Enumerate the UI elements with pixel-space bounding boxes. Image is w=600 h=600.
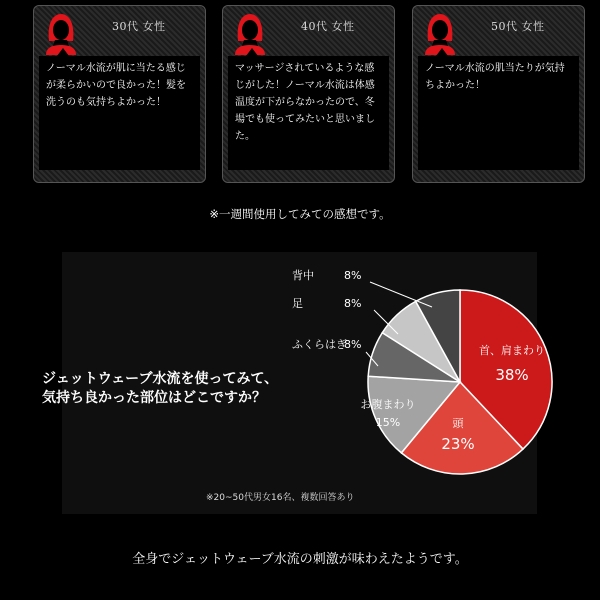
card-age-label: 50代 女性	[491, 20, 545, 33]
slice-value: 8%	[344, 338, 362, 351]
question-line-1: ジェットウェーブ水流を使ってみて、	[42, 371, 279, 387]
slice-label: 首、肩まわり	[479, 344, 545, 357]
footer-summary: 全身でジェットウェーブ水流の刺激が味わえたようです。	[132, 552, 468, 567]
slice-label: 足	[292, 297, 303, 310]
leader-line	[370, 282, 432, 307]
card-comment: ノーマル水流の肌当たりが気持ちよかった！	[418, 56, 579, 170]
card-comment: ノーマル水流が肌に当たる感じが柔らかいので良かった！髪を洗うのも気持ちよかった！	[39, 56, 200, 170]
survey-note: ※一週間使用してみての感想です。	[209, 207, 391, 221]
slice-value: 8%	[344, 269, 362, 282]
respondents-note: ※20~50代男女16名、複数回答あり	[206, 493, 355, 503]
slice-value: 15%	[375, 416, 401, 429]
slice-label: 背中	[292, 269, 314, 282]
question-line-2: 気持ち良かった部位はどこですか？	[42, 390, 266, 406]
card-age-label: 30代 女性	[112, 20, 166, 33]
slice-label: お腹まわり	[360, 398, 416, 411]
slice-label: 頭	[452, 417, 464, 430]
card-comment: マッサージされているような感じがした！ノーマル水流は体感温度が下がらなかったので、冬場でも使ってみたいと思いました。	[228, 56, 389, 170]
slice-label: ふくらはぎ	[292, 338, 347, 351]
slice-value: 8%	[344, 297, 362, 310]
slice-value: 23%	[441, 435, 475, 453]
slice-value: 38%	[495, 366, 529, 384]
card-age-label: 40代 女性	[301, 20, 355, 33]
